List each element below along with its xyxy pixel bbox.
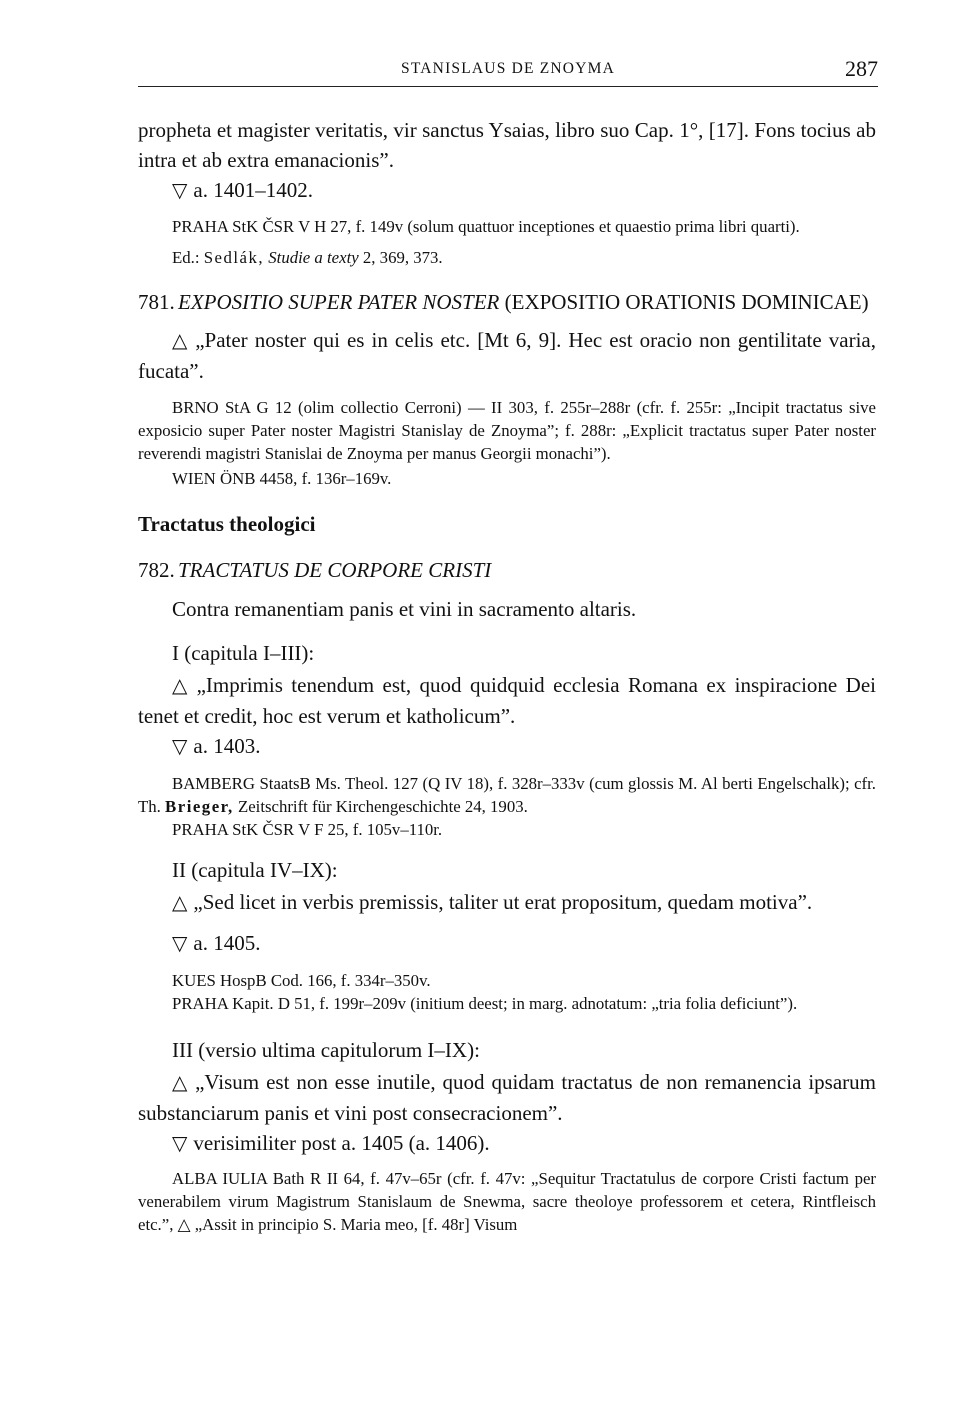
triangle-down-icon: ▽ [172, 180, 188, 202]
part-2-incipit [138, 887, 876, 918]
part-3-incipit [138, 1067, 876, 1128]
entry-782-summary: Contra remanentiam panis et vini in sacramento altaris. [172, 597, 637, 621]
manuscript-text: Zeitschrift für Kirchengeschichte 24, 1903. [237, 797, 528, 816]
triangle-down-icon: ▽ [172, 736, 188, 758]
edition-author: Sedlák, [203, 248, 265, 267]
entry-781-manuscript-1: BRNO StA G 12 (olim collectio Cerroni) — II 303, f. 255r–288r (cfr. f. 255r: „Incipit tractatus sive exposicio super Pater noster Magistri Stanislay de Znoyma”; f. 288r: „Explicit tractatus super Pater noster reverendi magistri Stanislai de Znoyma per manus Georgii monachi”). [138, 398, 876, 463]
part-1-date [138, 731, 876, 762]
date-text: verisimiliter post a. 1405 (a. 1406). [193, 1131, 490, 1155]
manuscript-details: f. 149v (solum quattuor inceptiones et quaestio prima libri quarti). [355, 217, 800, 236]
entry-780-date [138, 175, 876, 206]
part-1-manuscript-2: PRAHA StK ČSR V F 25, f. 105v–110r. [172, 820, 443, 839]
part-1-heading: I (capitula I–III): [172, 641, 315, 665]
part-2-date [138, 928, 876, 959]
part-1-manuscript-1 [138, 772, 876, 818]
author-name: Brieger, [165, 797, 234, 816]
triangle-up-icon: △ [172, 892, 188, 914]
running-title: STANISLAUS DE ZNOYMA [401, 60, 615, 77]
part-2-heading: II (capitula IV–IX): [172, 858, 338, 882]
part-2-manuscript-2: PRAHA Kapit. D 51, f. 199r–209v (initium deest; in marg. adnotatum: „tria folia deficiunt”). [172, 994, 798, 1013]
manuscript-text: ALBA IULIA Bath R II 64, f. 47v–65r (cfr. f. 47v: „Sequitur Tractatulus de corpore Cristi factum per venerabilem virum Magistrum Stanislaum de Snewma, sacre theoloye professorem et cetera, Rintfleisch etc.”, [138, 1169, 876, 1234]
page-body [138, 115, 876, 1236]
triangle-down-icon: ▽ [172, 1133, 188, 1155]
entry-title: TRACTATUS DE CORPORE CRISTI [178, 558, 492, 582]
edition-pages: 2, 369, 373. [362, 248, 443, 267]
part-1-incipit [138, 670, 876, 731]
triangle-down-icon: ▽ [172, 933, 188, 955]
triangle-up-icon: △ [172, 330, 190, 352]
manuscript-location: PRAHA StK ČSR V H 27, [172, 217, 352, 236]
date-text: a. 1401–1402. [193, 178, 313, 202]
part-3-heading: III (versio ultima capitulorum I–IX): [172, 1038, 480, 1062]
manuscript-text: BAMBERG StaatsB Ms. Theol. 127 (Q IV 18), f. 328r–333v (cum glossis M. Al berti Engelschalk); cfr. Th. [138, 774, 876, 816]
manuscript-text: „Assit in principio S. Maria meo, [f. 48r] Visum [194, 1215, 518, 1234]
edition-label: Ed.: [172, 248, 200, 267]
part-2-manuscript-1: KUES HospB Cod. 166, f. 334r–350v. [172, 971, 431, 990]
triangle-up-icon: △ [172, 675, 191, 697]
running-head [138, 56, 878, 87]
entry-781-incipit [138, 325, 876, 386]
entry-781-heading [138, 287, 876, 317]
triangle-up-icon: △ [172, 1072, 190, 1094]
entry-780-text: propheta et magister veritatis, vir sanctus Ysaias, libro suo Cap. 1°, [17]. Fons tocius ab intra et ab extra emanacionis”. [138, 118, 876, 172]
incipit-text: „Sed licet in verbis premissis, taliter ut erat propositum, quedam motiva”. [193, 890, 813, 914]
date-text: a. 1405. [193, 931, 261, 955]
edition-title: Studie a texty [268, 248, 359, 267]
entry-number: 782. [138, 558, 175, 582]
date-text: a. 1403. [193, 734, 261, 758]
entry-780-manuscript [138, 215, 876, 238]
entry-782-heading [138, 555, 876, 585]
incipit-text: „Visum est non esse inutile, quod quidam tractatus de non remanencia ipsarum substanciarum panis et vini post consecracionem”. [138, 1070, 876, 1125]
entry-subtitle: (EXPOSITIO ORATIONIS DOMINICAE) [504, 290, 869, 314]
incipit-text: „Imprimis tenendum est, quod quidquid ecclesia Romana ex inspiracione Dei tenet et credit, hoc est verum et katholicum”. [138, 673, 876, 728]
entry-number: 781. [138, 290, 175, 314]
entry-title: EXPOSITIO SUPER PATER NOSTER [178, 290, 500, 314]
part-3-manuscript-1 [138, 1167, 876, 1236]
part-3-date [138, 1128, 876, 1159]
section-title: Tractatus theologici [138, 512, 316, 536]
triangle-up-icon: △ [177, 1215, 191, 1234]
incipit-text: „Pater noster qui es in celis etc. [Mt 6, 9]. Hec est oracio non gentilitate varia, fucata”. [138, 328, 876, 383]
page-number: 287 [845, 56, 878, 81]
entry-780-edition [138, 246, 876, 269]
entry-781-manuscript-2: WIEN ÖNB 4458, f. 136r–169v. [172, 469, 392, 488]
